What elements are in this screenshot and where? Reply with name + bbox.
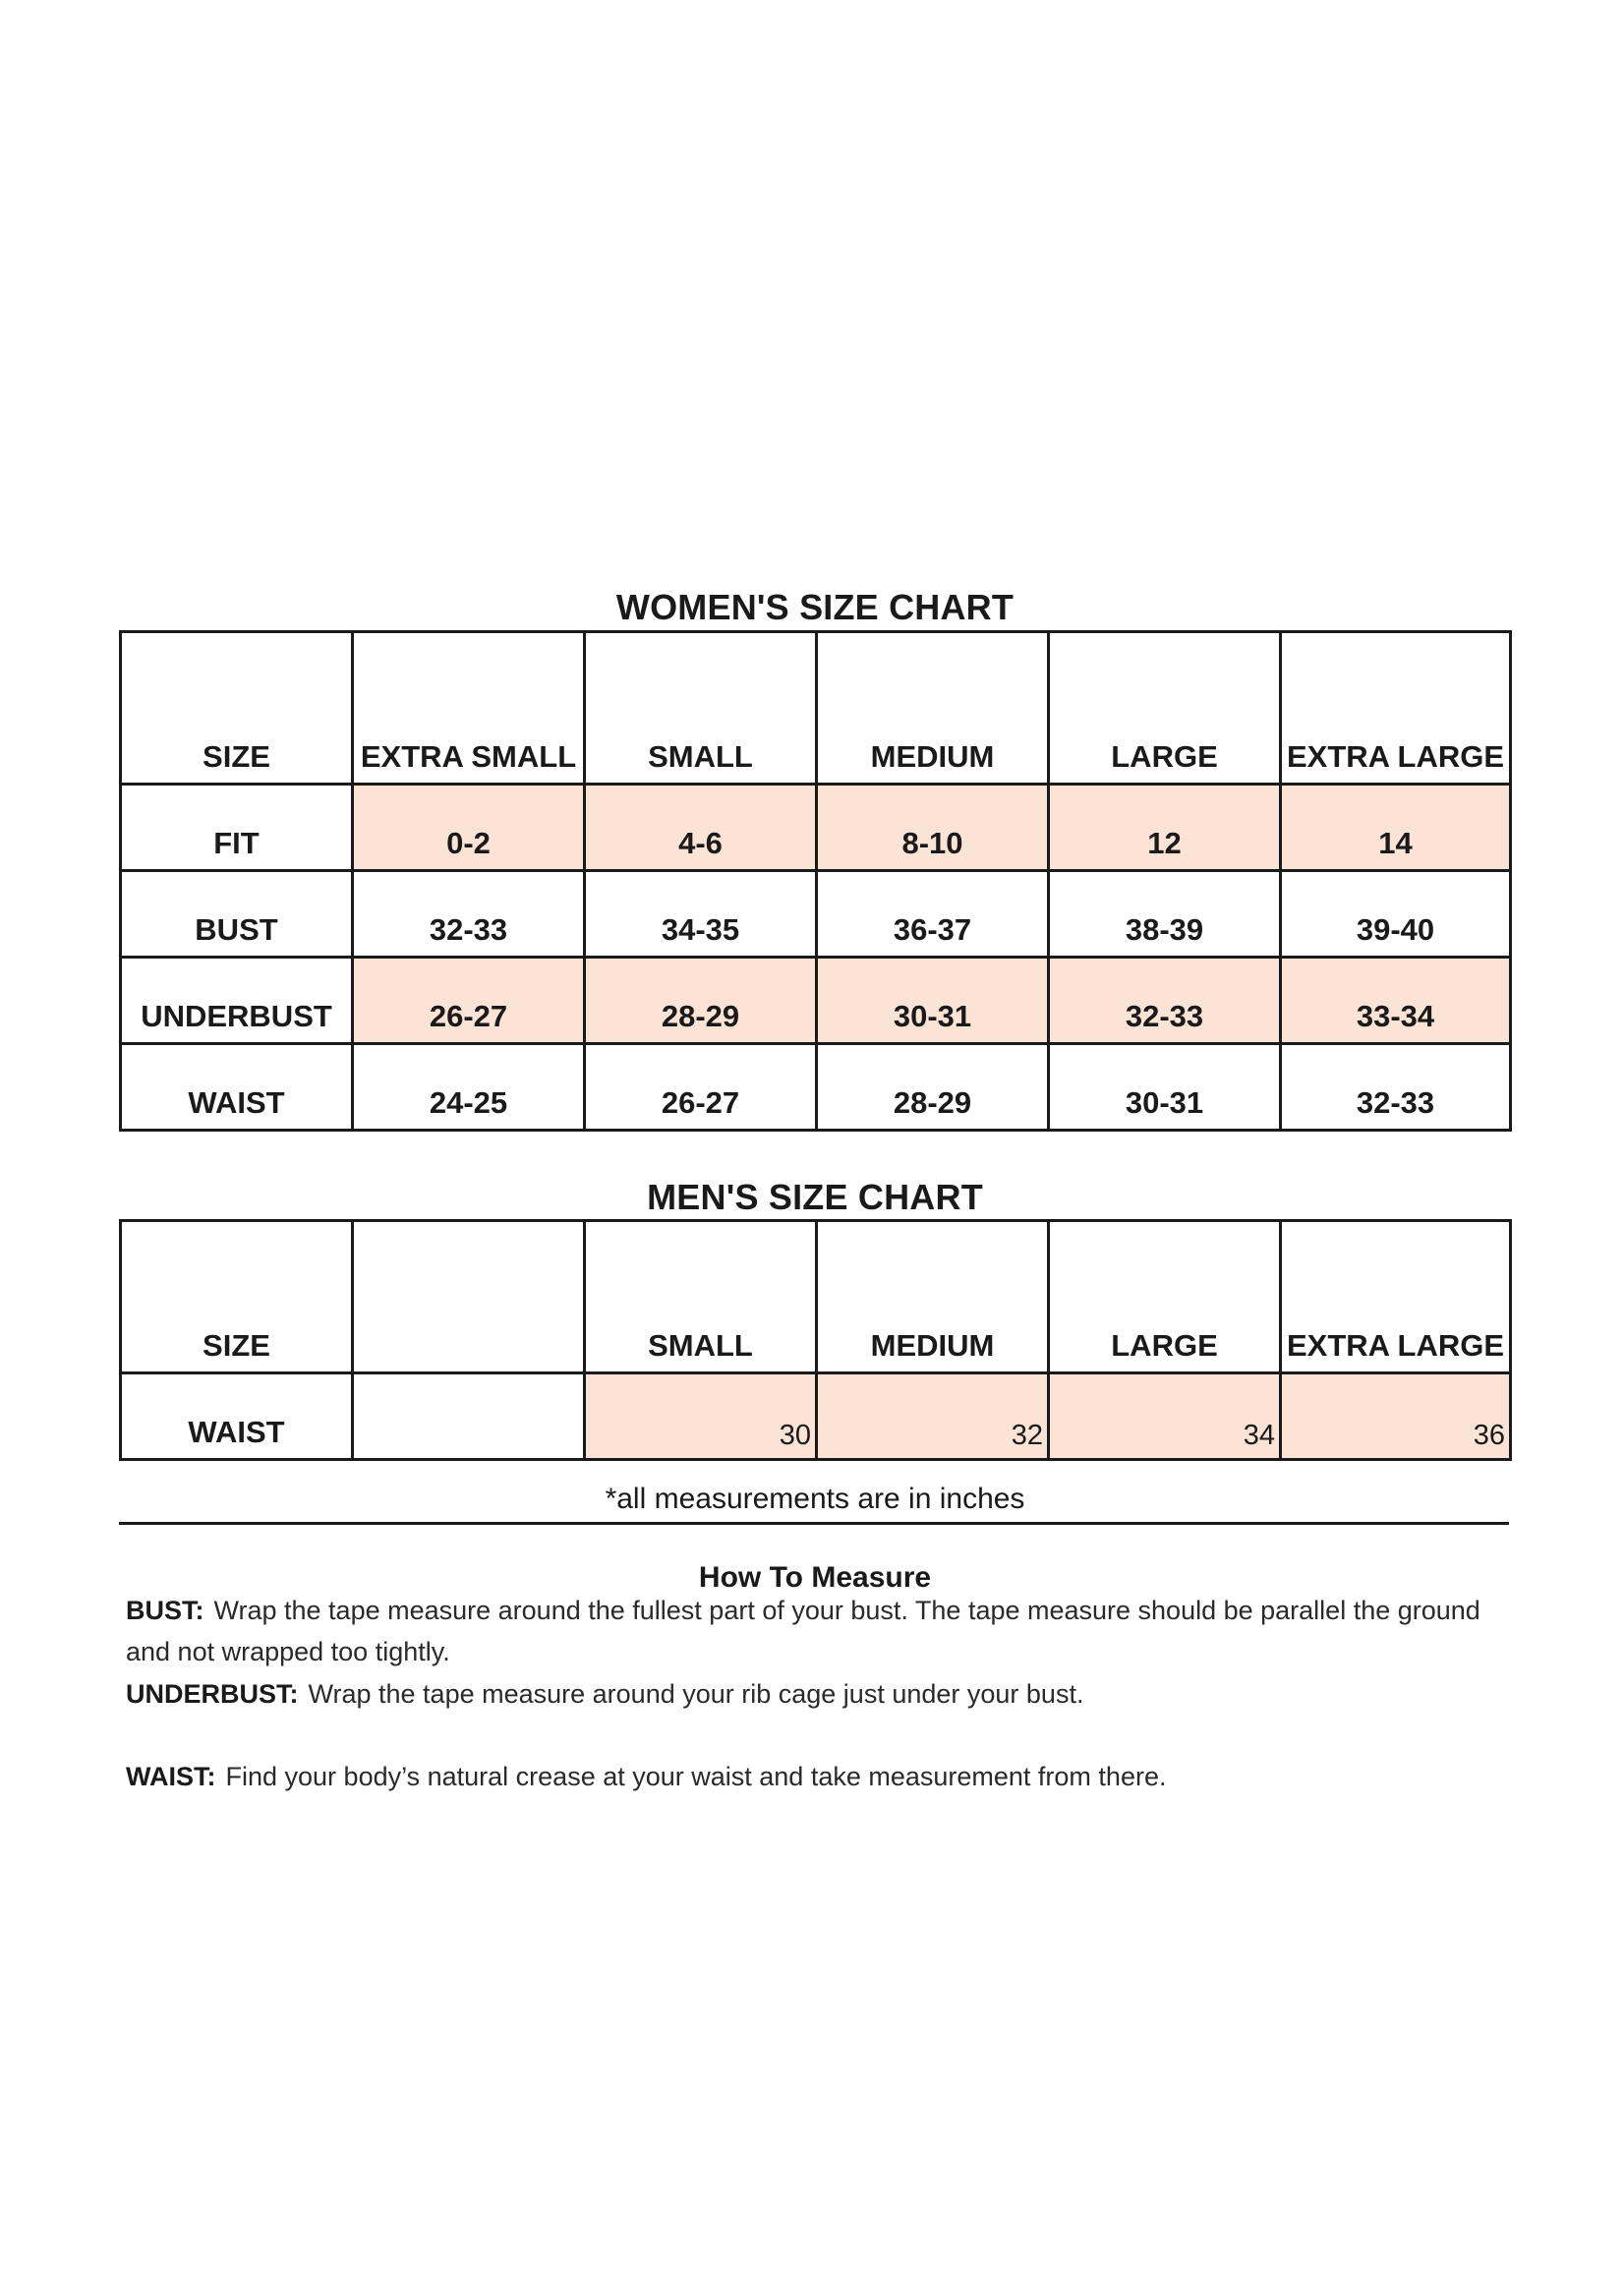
header-cell-extra-large: EXTRA LARGE [1281,632,1511,785]
womens-chart-title: WOMEN'S SIZE CHART [615,587,1015,627]
header-cell-size: SIZE [121,1221,353,1373]
underbust-text: Wrap the tape measure around your rib cage just under your bust. [308,1679,1084,1709]
mens-size-table [119,1219,1512,1461]
table-cell: 4-6 [585,785,817,871]
table-cell: 28-29 [585,958,817,1044]
divider-line [119,1522,1509,1525]
table-cell: 36 [1281,1373,1511,1460]
underbust-term: UNDERBUST: [126,1679,299,1709]
table-cell: 26-27 [353,958,585,1044]
table-row-waist [121,1373,1511,1460]
underbust-instruction [126,1673,1522,1715]
table-row-fit [121,785,1511,871]
header-cell-small: SMALL [585,632,817,785]
table-cell: 39-40 [1281,871,1511,958]
waist-term: WAIST: [126,1762,216,1791]
table-cell: 24-25 [353,1044,585,1131]
bust-term: BUST: [126,1596,204,1625]
how-to-measure-title: How To Measure [698,1561,932,1594]
table-cell: 0-2 [353,785,585,871]
table-row-waist [121,1044,1511,1131]
bust-text: Wrap the tape measure around the fullest part of your bust. The tape measure should be parallel the ground and not wrapped too tightly. [126,1596,1480,1666]
table-header-row [121,632,1511,785]
header-cell-small: SMALL [585,1221,817,1373]
table-row-underbust [121,958,1511,1044]
table-cell: 8-10 [817,785,1049,871]
waist-text: Find your body’s natural crease at your waist and take measurement from there. [225,1762,1167,1791]
table-cell: 30-31 [817,958,1049,1044]
table-cell: 30 [585,1373,817,1460]
table-header-row [121,1221,1511,1373]
table-cell: 12 [1049,785,1281,871]
header-cell-extra-large: EXTRA LARGE [1281,1221,1511,1373]
table-row-bust [121,871,1511,958]
row-label-fit: FIT [121,785,353,871]
header-cell-medium: MEDIUM [817,1221,1049,1373]
row-label-underbust: UNDERBUST [121,958,353,1044]
row-label-waist: WAIST [121,1373,353,1460]
table-cell: 14 [1281,785,1511,871]
header-cell-extra-small: EXTRA SMALL [353,632,585,785]
row-label-waist: WAIST [121,1044,353,1131]
waist-instruction [126,1756,1522,1797]
row-label-bust: BUST [121,871,353,958]
table-cell: 32-33 [1049,958,1281,1044]
table-cell: 30-31 [1049,1044,1281,1131]
table-cell: 34-35 [585,871,817,958]
measurement-footnote: *all measurements are in inches [605,1483,1025,1515]
header-cell-size: SIZE [121,632,353,785]
header-cell-large: LARGE [1049,1221,1281,1373]
table-cell: 32-33 [353,871,585,958]
mens-chart-title: MEN'S SIZE CHART [647,1177,983,1217]
header-cell-large: LARGE [1049,632,1281,785]
table-cell: 34 [1049,1373,1281,1460]
table-cell: 33-34 [1281,958,1511,1044]
header-cell-medium: MEDIUM [817,632,1049,785]
header-cell-empty [353,1221,585,1373]
table-cell [353,1373,585,1460]
bust-instruction [126,1590,1522,1672]
table-cell: 32-33 [1281,1044,1511,1131]
womens-size-table [119,630,1512,1132]
table-cell: 38-39 [1049,871,1281,958]
table-cell: 28-29 [817,1044,1049,1131]
table-cell: 32 [817,1373,1049,1460]
table-cell: 36-37 [817,871,1049,958]
table-cell: 26-27 [585,1044,817,1131]
